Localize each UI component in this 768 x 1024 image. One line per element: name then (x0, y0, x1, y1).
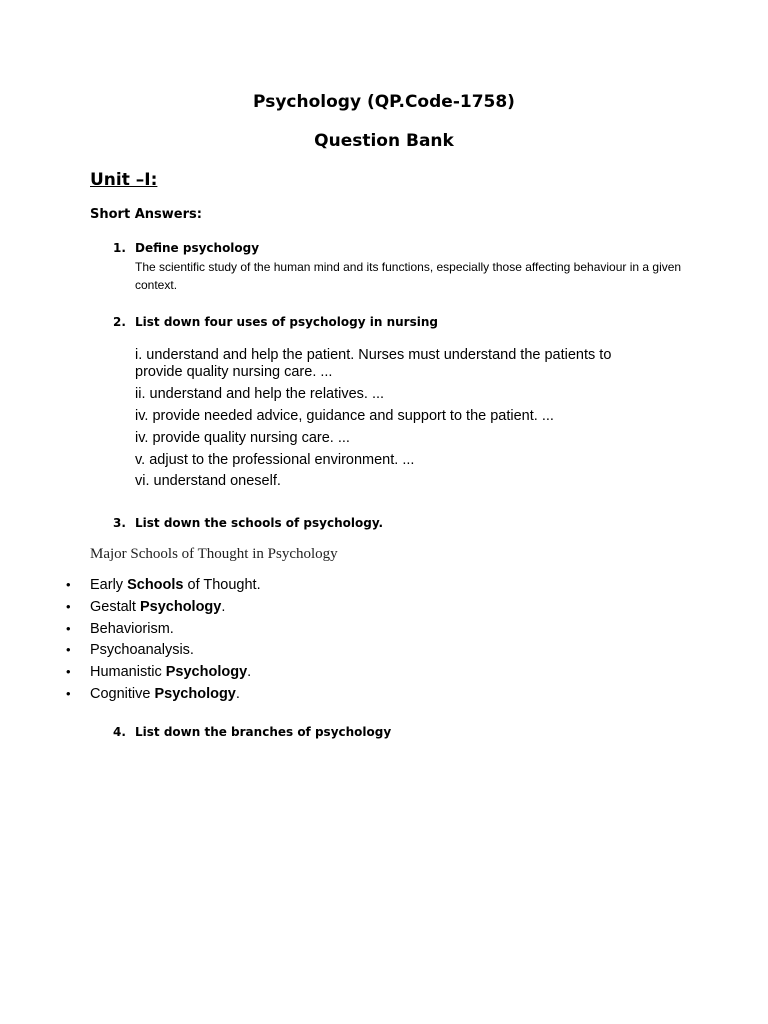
answer-line: i. understand and help the patient. Nurses must understand the patients to provide quality nursing care. ... (135, 347, 612, 380)
bullet-icon: • (66, 577, 71, 592)
document-page: Psychology (QP.Code-1758) Question Bank Unit –I: Short Answers: 1. Define psychology The scientific study of the human mind and its functions, especially those affecting behaviour in a given context. 2. List down four uses of psychology in nursing i. understand and help the patient. Nurses must understand the patients to provide quality nursing care. ... ii. understand and help the relatives. ... iv. provide needed advice, guidance and support to the patient. ... iv. provide quality nursing care. ... v. adjust to the professional environment. ... vi. understand oneself. 3. List down the schools of psychology. Major Schools of Thought in Psychology • Early Schools of Thought. • Gestalt Psychology. • Behaviorism. • Psychoanalysis. • Humanistic Psychology. • Cognitive Psychology. 4. List down the branches of psychology (0, 0, 768, 1024)
question-number: 3. (113, 516, 126, 530)
answer-line: vi. understand oneself. (135, 473, 281, 489)
question-number: 2. (113, 315, 126, 329)
document-title: Psychology (QP.Code-1758) (253, 92, 515, 112)
answer-text: The scientific study of the human mind and its functions, especially those affecting behaviour in a given context. (135, 260, 682, 292)
bullet-icon: • (66, 599, 71, 614)
question-text: List down four uses of psychology in nursing (135, 315, 438, 329)
answer-line: v. adjust to the professional environment. ... (135, 452, 415, 468)
section-heading: Short Answers: (90, 207, 202, 222)
question-number: 1. (113, 241, 126, 255)
bullet-icon: • (66, 686, 71, 701)
answer-line: iv. provide needed advice, guidance and support to the patient. ... (135, 408, 554, 424)
document-subtitle: Question Bank (314, 131, 454, 151)
question-text: List down the branches of psychology (135, 725, 392, 739)
answer-line: iv. provide quality nursing care. ... (135, 430, 350, 446)
bullet-icon: • (66, 621, 71, 636)
question-text: Define psychology (135, 241, 260, 255)
schools-heading: Major Schools of Thought in Psychology (90, 546, 338, 562)
bullet-icon: • (66, 642, 71, 657)
question-number: 4. (113, 725, 126, 739)
question-text: List down the schools of psychology. (135, 516, 384, 530)
unit-heading: Unit –I: (90, 170, 158, 190)
answer-line: ii. understand and help the relatives. ... (135, 386, 385, 402)
bullet-icon: • (66, 664, 71, 679)
